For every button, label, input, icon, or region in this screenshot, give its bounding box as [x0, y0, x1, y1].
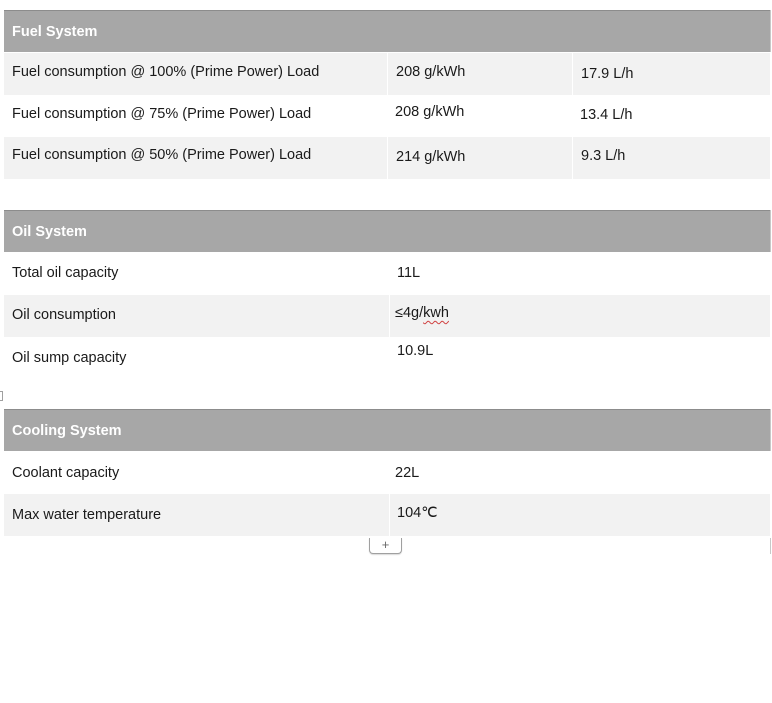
row-value: 208 g/kWh — [396, 64, 466, 80]
table-row — [4, 95, 770, 137]
table-edge — [770, 10, 771, 52]
row-value-cell — [387, 452, 770, 494]
row-label: Coolant capacity — [12, 465, 120, 481]
row-value: 208 g/kWh — [395, 104, 465, 120]
table-row — [4, 452, 770, 494]
value-prefix: ≤4g/ — [395, 305, 424, 321]
row-value: 10.9L — [397, 343, 434, 359]
row-label: Fuel consumption @ 100% (Prime Power) Load — [12, 64, 320, 80]
row-value — [395, 305, 449, 321]
fuel-system-title: Fuel System — [12, 23, 98, 40]
row-value-cell — [387, 137, 572, 179]
row-rate-cell — [572, 53, 770, 95]
add-row-button[interactable]: + — [369, 538, 402, 554]
row-rate: 13.4 L/h — [580, 107, 633, 123]
row-label: Total oil capacity — [12, 265, 119, 281]
table-row — [4, 295, 770, 337]
row-label-cell — [4, 494, 389, 536]
fuel-system-table — [4, 10, 770, 179]
table-row — [4, 494, 770, 536]
spellcheck-underlined-text: kwh — [423, 305, 449, 321]
row-value: 104℃ — [397, 505, 438, 521]
cooling-system-table — [4, 409, 770, 536]
row-label-cell — [4, 53, 387, 95]
oil-system-title: Oil System — [12, 223, 87, 240]
row-label-cell — [4, 137, 387, 179]
row-label-cell — [4, 452, 387, 494]
cooling-system-title: Cooling System — [12, 422, 122, 439]
row-value: 22L — [395, 465, 420, 481]
row-label: Fuel consumption @ 50% (Prime Power) Load — [12, 147, 312, 163]
row-value-cell — [389, 494, 770, 536]
row-label-cell — [4, 295, 389, 337]
row-value: 214 g/kWh — [396, 149, 466, 165]
row-label: Fuel consumption @ 75% (Prime Power) Load — [12, 106, 312, 122]
row-label-cell — [4, 95, 387, 137]
row-value: 11L — [397, 265, 421, 281]
row-rate: 17.9 L/h — [581, 66, 634, 82]
cooling-system-header — [4, 409, 770, 451]
row-rate: 9.3 L/h — [581, 148, 626, 164]
oil-system-table — [4, 210, 770, 379]
table-row — [4, 137, 770, 179]
row-value-cell — [389, 337, 770, 379]
row-rate-cell — [572, 95, 770, 137]
table-edge — [770, 210, 771, 252]
row-value-cell — [389, 253, 770, 295]
row-label: Oil consumption — [12, 307, 116, 323]
row-value-cell — [389, 295, 770, 337]
table-edge — [770, 409, 771, 451]
table-row — [4, 53, 770, 95]
table-edge — [770, 538, 771, 554]
table-row — [4, 337, 770, 379]
table-move-handle[interactable] — [0, 391, 3, 401]
row-value-cell — [387, 53, 572, 95]
row-label-cell — [4, 253, 389, 295]
oil-system-header — [4, 210, 770, 252]
fuel-system-header — [4, 10, 770, 52]
row-label: Oil sump capacity — [12, 350, 127, 366]
row-rate-cell — [572, 137, 770, 179]
row-value-cell — [387, 95, 572, 137]
row-label: Max water temperature — [12, 507, 162, 523]
row-label-cell — [4, 337, 389, 379]
table-row — [4, 253, 770, 295]
